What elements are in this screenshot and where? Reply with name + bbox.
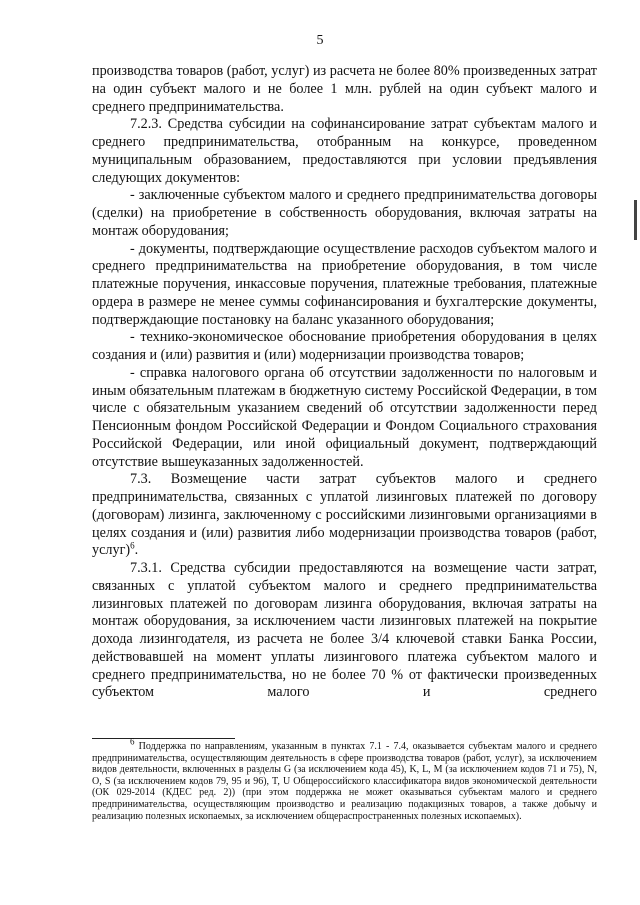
list-item-payment-documents: - документы, подтверждающие осуществление расходов субъектом малого и среднего предпринимательства на приобретение оборудования, в том числе платежные поручения, инкассовые поручения, платежные требования, платежные ордера в размере не менее суммы софинансирования и бухгалтерские документы, подтверждающие постановку на баланс указанного оборудования; xyxy=(92,240,597,328)
footnote-reference: 6 xyxy=(130,540,135,551)
paragraph-7-3-text: 7.3. Возмещение части затрат субъектов малого и среднего предпринимательства, связанных с уплатой лизинговых платежей по договору (договорам) лизинга, заключенному с российскими лизинговыми организациями в целях создания и (или) развития либо модернизации производства товаров (работ, услуг) xyxy=(92,471,597,559)
paragraph-continuation: производства товаров (работ, услуг) из расчета не более 80% произведенных затрат на один субъект малого и не более 1 млн. рублей на один субъект малого и среднего предпринимательства. xyxy=(92,63,597,115)
footnote-marker: 6 xyxy=(130,736,135,747)
paragraph-7-3: 7.3. Возмещение части затрат субъектов малого и среднего предпринимательства, связанных с уплатой лизинговых платежей по договору (договорам) лизинга, заключенному с российскими лизинговыми организациями в целях создания и (или) развития либо модернизации производства товаров (работ, услуг)$^6$. xyxy=(92,471,597,559)
footnote xyxy=(92,736,598,822)
list-item-feasibility-study: - технико-экономическое обоснование приобретения оборудования в целях создания и (или) развития и (или) модернизации производства товаров; xyxy=(92,329,597,363)
page-number: 5 xyxy=(316,33,324,48)
paragraph-7-3-1: 7.3.1. Средства субсидии предоставляются на возмещение части затрат, связанных с уплатой субъектом малого и среднего предпринимательства лизинговых платежей по договорам лизинга оборудования, включая затраты на монтаж оборудования, за исключением части лизинговых платежей на покрытие дохода лизингодателя, из расчета не более 3/4 ключевой ставки Банка России, действовавшей на момент уплаты лизингового платежа субъектом малого и среднего предпринимательства, но не более 70 % от фактически произведенных субъектом малого и среднего xyxy=(92,560,597,701)
list-item-contracts: - заключенные субъектом малого и среднего предпринимательства договоры (сделки) на приобретение в собственность оборудования, включая затраты на монтаж оборудования; xyxy=(92,187,597,239)
footnote-separator xyxy=(92,738,235,739)
paragraph-7-2-3: 7.2.3. Средства субсидии на софинансирование затрат субъектам малого и среднего предпринимательства, отобранным на конкурсе, проведенном муниципальным образованием, предоставляются при условии предъявления следующих документов: xyxy=(92,116,597,186)
footnote-text: Поддержка по направлениям, указанным в пунктах 7.1 - 7.4, оказывается субъектам малого и среднего предпринимательства, осуществляющим деятельность в сфере производства товаров (работ, услуг), за исключением видов деятельности, включенных в разделы G (за исключением кода 45), K, L, M (за исключением кодов 71 и 75), N, O, S (за исключением кодов 79, 95 и 96), T, U Общероссийского классификатора видов экономической деятельности (ОК 029-2014 (КДЕС ред. 2)) (при этом поддержка не может оказываться субъектам малого и среднего предпринимательства, осуществляющим производство и реализацию подакцизных товаров, а также добычу и реализацию полезных ископаемых, за исключением общераспространенных полезных ископаемых). xyxy=(92,741,598,822)
document-body xyxy=(92,63,597,702)
list-item-tax-certificate: - справка налогового органа об отсутствии задолженности по налоговым и иным обязательным платежам в бюджетную систему Российской Федерации, в том числе с обязательным указанием сведений об отсутствии задолженности перед Пенсионным фондом Российской Федерации и Фондом Социального страхования Российской Федерации, или иной официальный документ, подтверждающий отсутствие вышеуказанных задолженностей. xyxy=(92,364,597,470)
scan-margin-mark xyxy=(634,200,637,240)
